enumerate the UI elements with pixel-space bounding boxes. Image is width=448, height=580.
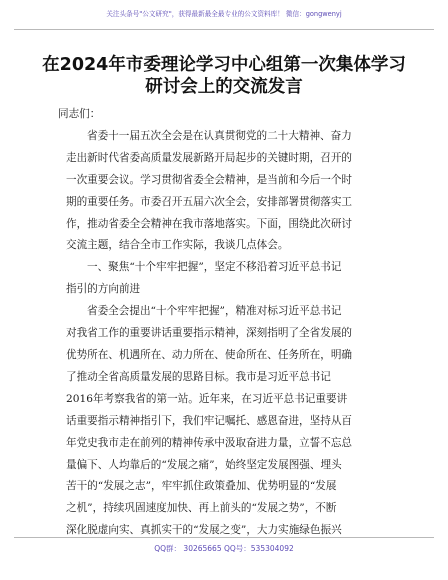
footer-contacts: QQ群： 30265665 QQ号：535304092 [154, 544, 294, 553]
body-line: 年党史我市走在前列的精神传承中汲取奋进力量，立誓不忘总 [66, 436, 353, 449]
body-line: 交流主题，结合全市工作实际，我谈几点体会。 [66, 239, 289, 252]
section-heading: 一、聚焦“十个牢牢把握”，坚定不移沿着习近平总书记 [87, 261, 342, 274]
body-line: 话重要指示精神指引下，我们牢记嘱托、感恩奋进，坚持从百 [66, 414, 353, 427]
body-line: 对我省工作的重要讲话重要指示精神，深刻指明了全省发展的 [66, 327, 353, 340]
footer-divider [14, 537, 434, 538]
body-line: 省委十一届五次全会是在认真贯彻党的二十大精神、奋力 [87, 129, 352, 142]
header-divider [14, 29, 434, 30]
header-banner: 关注头条号"公文研究"，获得最新最全最专业的公文资料库！ 微信：gongwenyj [106, 10, 342, 18]
body-line: 作，推动省委全会精神在我市落地落实。下面，围绕此次研讨 [66, 217, 353, 230]
body-line: 2016年考察我省的第一站。近年来，在习近平总书记重要讲 [66, 392, 348, 405]
body-line: 量偏下、人均靠后的“发展之痛”，始终坚定发展图强、埋头 [66, 458, 342, 471]
section-heading: 指引的方向前进 [66, 283, 141, 296]
body-line: 一次重要会议。学习贯彻省委全会精神，是当前和今后一个时 [66, 173, 353, 186]
body-line: 省委全会提出“十个牢牢把握”，精准对标习近平总书记 [87, 305, 342, 318]
title-line-2: 研讨会上的交流发言 [145, 77, 303, 97]
body-line: 苦干的“发展之志”，牢牢抓住政策叠加、优势明显的“发展 [66, 480, 337, 493]
salutation: 同志们： [58, 108, 101, 120]
body-line: 了推动全省高质量发展的思路目标。我市是习近平总书记 [66, 370, 331, 383]
body-line: 之机”，持续巩固速度加快、再上前头的“发展之势”，不断 [66, 502, 337, 515]
body-line: 优势所在、机遇所在、动力所在、使命所在、任务所在，明确 [66, 348, 353, 361]
title-line-1: 在2024年市委理论学习中心组第一次集体学习 [42, 55, 406, 75]
body-line: 期的重要任务。市委召开五届六次全会，安排部署贯彻落实工 [66, 195, 353, 208]
document-title [30, 54, 418, 98]
body-line: 走出新时代省委高质量发展新路开局起步的关键时期，召开的 [66, 151, 353, 164]
document-body [58, 104, 382, 542]
body-line: 深化脱虚向实、真抓实干的“发展之变”，大力实施绿色振兴 [66, 524, 342, 537]
